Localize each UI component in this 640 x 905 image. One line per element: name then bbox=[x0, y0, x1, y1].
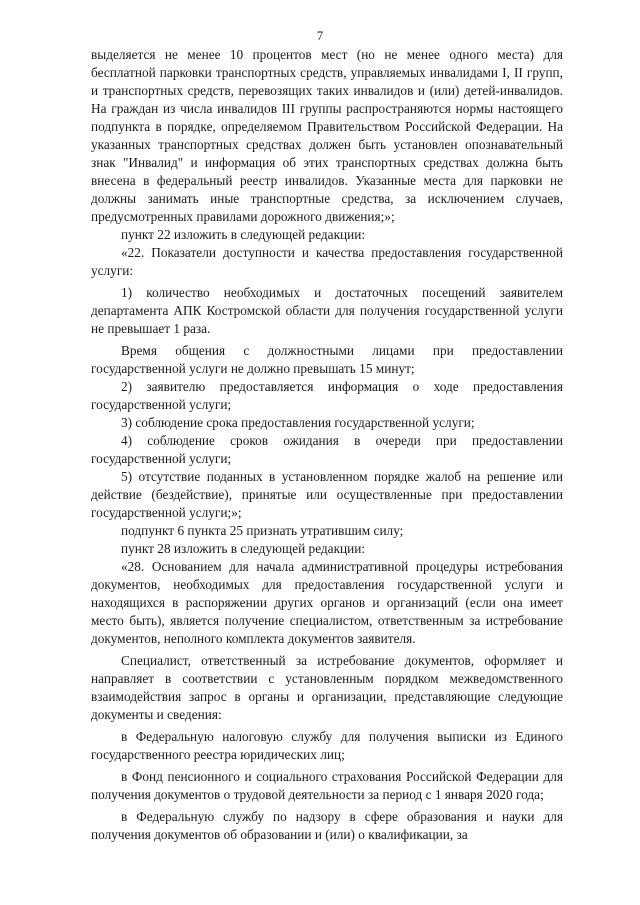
paragraph: пункт 22 изложить в следующей редакции: bbox=[121, 227, 366, 242]
paragraph: 3) соблюдение срока предоставления государственной услуги; bbox=[121, 415, 475, 430]
paragraph: Специалист, ответственный за истребование документов, оформляет и направляет в соответствии с установленным порядком межведомственного взаимодействия запрос в органы и организации, представляющие следующие документы и сведения: bbox=[91, 653, 563, 722]
paragraph: 5) отсутствие поданных в установленном порядке жалоб на решение или действие (бездействие), принятые или осуществленные при предоставлении государственной услуги;»; bbox=[91, 469, 563, 520]
paragraph: в Федеральную службу по надзору в сфере образования и науки для получения документов об образовании и (или) о квалификации, за bbox=[91, 809, 563, 842]
paragraph: «22. Показатели доступности и качества предоставления государственной услуги: bbox=[91, 245, 563, 278]
paragraph: подпункт 6 пункта 25 признать утратившим силу; bbox=[121, 523, 404, 538]
document-body bbox=[91, 46, 563, 844]
paragraph: «28. Основанием для начала административной процедуры истребования документов, необходимых для предоставления государственной услуги и находящихся в распоряжении других органов и организаций (если она имеет место быть), является получение специалистом, ответственным за истребование документов, неполного комплекта документов заявителя. bbox=[91, 559, 563, 646]
paragraph: в Федеральную налоговую службу для получения выписки из Единого государственного реестра юридических лиц; bbox=[91, 729, 563, 762]
paragraph: выделяется не менее 10 процентов мест (но не менее одного места) для бесплатной парковки транспортных средств, управляемых инвалидами I, II групп, и транспортных средств, перевозящих таких инвалидов и (или) детей-инвалидов. На граждан из числа инвалидов III группы распространяются нормы настоящего подпункта в порядке, определяемом Правительством Российской Федерации. На указанных транспортных средствах должен быть установлен опознавательный знак "Инвалид" и информация об этих транспортных средствах должна быть внесена в федеральный реестр инвалидов. Указанные места для парковки не должны занимать иные транспортные средства, за исключением случаев, предусмотренных правилами дорожного движения;»; bbox=[91, 47, 563, 224]
paragraph: в Фонд пенсионного и социального страхования Российской Федерации для получения документов о трудовой деятельности за период с 1 января 2020 года; bbox=[91, 769, 563, 802]
paragraph: 4) соблюдение сроков ожидания в очереди при предоставлении государственной услуги; bbox=[91, 433, 563, 466]
page-number: 7 bbox=[316, 29, 324, 43]
paragraph: 1) количество необходимых и достаточных посещений заявителем департамента АПК Костромской области для получения государственной услуги не превышает 1 раза. bbox=[91, 285, 563, 336]
paragraph: 2) заявителю предоставляется информация о ходе предоставления государственной услуги; bbox=[91, 379, 563, 412]
paragraph: Время общения с должностными лицами при предоставлении государственной услуги не должно превышать 15 минут; bbox=[91, 343, 563, 376]
paragraph: пункт 28 изложить в следующей редакции: bbox=[121, 541, 366, 556]
